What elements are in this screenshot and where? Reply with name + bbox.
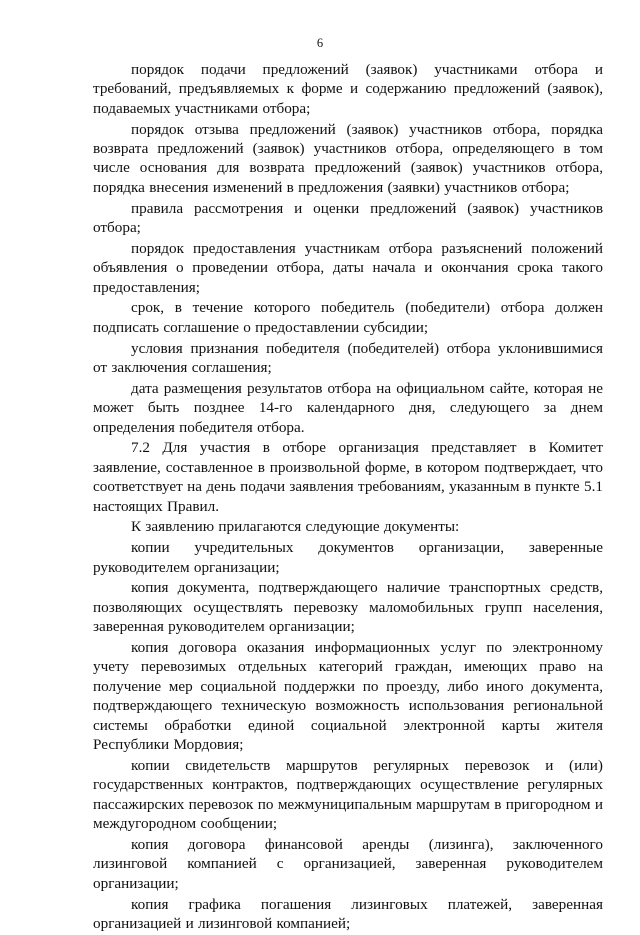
paragraph-section-7-2: 7.2 Для участия в отборе организация представляет в Комитет заявление, составленное в произвольной форме, в котором подтверждает, что соответствует на день подачи заявления требованиям, указанным в пункте 5.1 настоящих Правил. (93, 439, 603, 515)
paragraph-evaluation-rules: правила рассмотрения и оценки предложений (заявок) участников отбора; (93, 199, 603, 237)
paragraph-founding-documents: копии учредительных документов организации, заверенные руководителем организации; (93, 539, 603, 576)
paragraph-leasing-contract: копия договора финансовой аренды (лизинга), заключенного лизинговой компанией с организацией, заверенная руководителем организации; (93, 835, 603, 892)
paragraph-clarifications: порядок предоставления участникам отбора разъяснений положений объявления о проведении отбора, даты начала и окончания срока такого предоставления; (93, 239, 603, 296)
paragraph-vehicles-document: копия документа, подтверждающего наличие транспортных средств, позволяющих осуществлять перевозку маломобильных групп населения, заверенная руководителем организации; (93, 579, 603, 636)
paragraph-withdrawal-procedure: порядок отзыва предложений (заявок) участников отбора, порядка возврата предложений (заявок) участников отбора, определяющего в том числе основания для возврата предложений (заявок) участников отбора, порядка внесения изменений в предложения (заявки) участников отбора; (93, 120, 603, 196)
paragraph-evasion-conditions: условия признания победителя (победителей) отбора уклонившимися от заключения соглашения; (93, 339, 603, 377)
page-number: 6 (316, 36, 324, 50)
paragraph-route-certificates: копии свидетельств маршрутов регулярных перевозок и (или) государственных контрактов, подтверждающих осуществление регулярных пассажирских перевозок по межмуниципальным маршрутам в пригородном и междугородном сообщении; (93, 756, 603, 833)
paragraph-signing-deadline: срок, в течение которого победитель (победители) отбора должен подписать соглашение о предоставлении субсидии; (93, 299, 603, 336)
paragraph-leasing-schedule: копия графика погашения лизинговых платежей, заверенная организацией и лизинговой компанией; (93, 895, 603, 932)
document-body (93, 60, 603, 935)
paragraph-submission-procedure: порядок подачи предложений (заявок) участниками отбора и требований, предъявляемых к форме и содержанию предложений (заявок), подаваемых участниками отбора; (93, 61, 603, 117)
paragraph-results-publication: дата размещения результатов отбора на официальном сайте, которая не может быть позднее 14-го календарного дня, следующего за днем определения победителя отбора. (93, 379, 603, 436)
paragraph-attached-documents-intro: К заявлению прилагаются следующие документы: (131, 518, 460, 536)
paragraph-information-services-contract: копия договора оказания информационных услуг по электронному учету перевозимых отдельных категорий граждан, имеющих право на получение мер социальной поддержки по проезду, либо иного документа, подтверждающего техническую возможность использования региональной системы обработки единой социальной электронной карты жителя Республики Мордовия; (93, 639, 603, 754)
